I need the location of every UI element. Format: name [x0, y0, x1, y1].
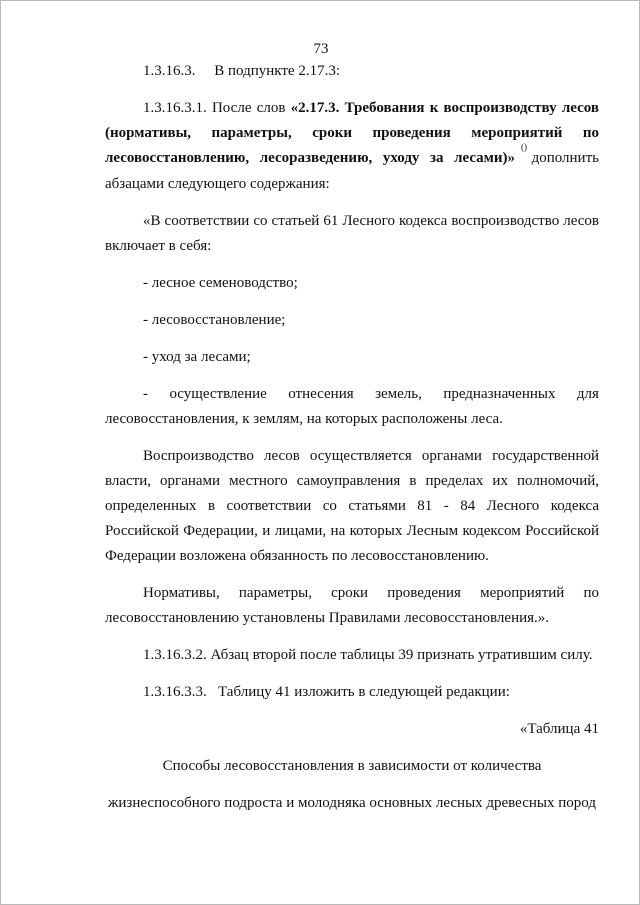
document-body	[105, 59, 599, 816]
table-label: «Таблица 41	[519, 721, 599, 737]
word: -	[143, 386, 148, 402]
table-caption-line2: жизнеспособного подроста и молодняка основных лесных древесных пород	[108, 795, 596, 811]
subpoint-2: 1.3.16.3.2. Абзац второй после таблицы 39 признать утратившим силу.	[143, 647, 593, 663]
paragraph-amendment-intro	[105, 96, 599, 197]
amendment-prefix: 1.3.16.3.1. После слов	[143, 100, 291, 116]
subpoint-3: 1.3.16.3.3. Таблицу 41 изложить в следующей редакции:	[143, 684, 510, 700]
word: земель,	[375, 386, 422, 402]
word: отнесения	[288, 386, 354, 402]
list-item-forest-care: - уход за лесами;	[143, 349, 251, 365]
word: для	[576, 386, 599, 402]
page-number: 73	[313, 41, 329, 57]
list-item-seed: - лесное семеноводство;	[143, 275, 298, 291]
list-item-continuation: лесовосстановления, к землям, на которых расположены леса.	[105, 411, 503, 427]
quoted-section-title: «2.17.3. Требования к воспроизводству лесов (нормативы, параметры, сроки проведения мероприятий по лесовосстановлению, лесоразведению, уходу за лесами)»	[105, 100, 599, 166]
paragraph-norms: Нормативы, параметры, сроки проведения мероприятий по лесовосстановлению установлены Правилами лесовосстановления.».	[105, 585, 599, 626]
paragraph-authorities: Воспроизводство лесов осуществляется органами государственной власти, органами местного самоуправления в пределах их полномочий, определенных в соответствии со статьями 81 - 84 Лесного кодекса Российской Федерации, и лицами, на которых Лесным кодексом Российской Федерации возложена обязанность по лесовосстановлению.	[105, 448, 599, 564]
list-item-first-line	[105, 382, 599, 407]
amendment-suffix: дополнить абзацами следующего содержания:	[105, 150, 599, 192]
handwritten-mark: ()	[521, 142, 528, 152]
table-caption-line1: Способы лесовосстановления в зависимости от количества	[162, 758, 542, 774]
list-item-reforestation: - лесовосстановление;	[143, 312, 286, 328]
word: предназначенных	[443, 386, 556, 402]
word: осуществление	[169, 386, 267, 402]
paragraph-reproduction: «В соответствии со статьей 61 Лесного кодекса воспроизводство лесов включает в себя:	[105, 213, 599, 254]
list-item-land-transfer	[105, 382, 599, 432]
subpoint-heading: 1.3.16.3. В подпункте 2.17.3:	[143, 63, 341, 79]
